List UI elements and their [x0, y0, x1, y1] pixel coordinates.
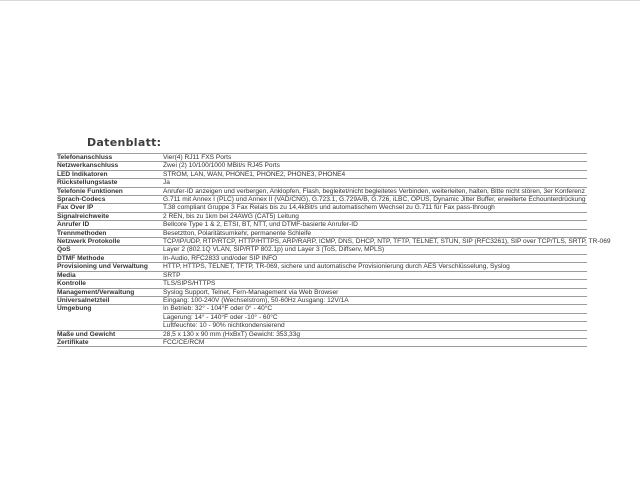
spec-row: [57, 229, 587, 237]
spec-row: [57, 296, 587, 304]
spec-value: Syslog Support, Telnet, Fern-Management via Web Browser: [163, 288, 587, 296]
spec-label: Netzwerk Protokolle: [57, 238, 163, 246]
spec-value: [163, 305, 587, 330]
spec-label: Telefonie Funktionen: [57, 187, 163, 195]
spec-value: Layer 2 (802.1Q VLAN, SIP/RTP 802.1p) und Layer 3 (ToS, Diffserv, MPLS): [163, 246, 587, 254]
spec-row: [57, 254, 587, 262]
spec-label: Telefonanschluss: [57, 154, 163, 162]
spec-value: T.38 compliant Gruppe 3 Fax Relais bis zu 14,4kBit/s und automatischem Wechsel zu G.711 für Fax pass-through: [163, 204, 587, 212]
spec-value: HTTP, HTTPS, TELNET, TFTP, TR-069, sichere und automatische Provisionierung durch AES Verschlüsselung, Syslog: [163, 263, 587, 271]
spec-value: Bellcore Type 1 & 2, ETSI, BT, NTT, und DTMF-basierte Anrufer-ID: [163, 221, 587, 229]
page-title: Datenblatt:: [87, 136, 162, 149]
spec-row: [57, 238, 587, 246]
spec-label: DTMF Methode: [57, 254, 163, 262]
spec-value: TCP/IP/UDP, RTP/RTCP, HTTP/HTTPS, ARP/RARP, ICMP, DNS, DHCP, NTP, TFTP, TELNET, STUN, SIP (RFC3261), SIP over TCP/TLS, SRTP, TR-069: [163, 238, 611, 246]
spec-value: 2 REN, bis zu 1km bei 24AWG (CAT5) Leitung: [163, 212, 587, 220]
spec-label: Management/Verwaltung: [57, 288, 163, 296]
spec-label: Media: [57, 271, 163, 279]
spec-table-body: [57, 154, 611, 347]
spec-row: [57, 204, 587, 212]
spec-row: [57, 154, 587, 162]
spec-label: Signalreichweite: [57, 212, 163, 220]
spec-row: [57, 330, 587, 338]
spec-row: [57, 246, 587, 254]
spec-row: [57, 338, 587, 346]
spec-label: Trennmethoden: [57, 229, 163, 237]
spec-value: FCC/CE/RCM: [163, 338, 587, 346]
spec-label: Kontrolle: [57, 280, 163, 288]
spec-value: Ja: [163, 179, 587, 187]
spec-value-line: Luftfeuchte: 10 - 90% nichtkondensierend: [163, 322, 285, 330]
spec-value: TLS/SIPS/HTTPS: [163, 280, 587, 288]
spec-value: Besetztton, Polaritätsumkehr, permanente Schleife: [163, 229, 587, 237]
spec-row: [57, 305, 587, 330]
spec-value: Anrufer-ID anzeigen und verbergen, Anklopfen, Flash, begleitet/nicht begleitetes Verbinden, weiterleiten, halten, Bitte nicht stören, 3er Konferenz: [163, 187, 587, 195]
spec-value: In-Audio, RFC2833 und/oder SIP INFO: [163, 254, 587, 262]
spec-value: STROM, LAN, WAN, PHONE1, PHONE2, PHONE3, PHONE4: [163, 170, 587, 178]
spec-label: Maße und Gewicht: [57, 330, 163, 338]
spec-label: Sprach-Codecs: [57, 196, 163, 204]
spec-value-line: Lagerung: 14° - 140°F oder -10° - 60°C: [163, 314, 587, 322]
spec-value-line: In Betrieb: 32° - 104°F oder 0° - 40°C: [163, 305, 587, 313]
spec-table: [57, 153, 611, 347]
spec-row: [57, 212, 587, 220]
spec-label: QoS: [57, 246, 163, 254]
spec-label: LED Indikatoren: [57, 170, 163, 178]
spec-row: [57, 263, 587, 271]
spec-row: [57, 187, 587, 195]
spec-label: Rückstellungstaste: [57, 179, 163, 187]
spec-value: 28,5 x 130 x 90 mm (HxBxT) Gewicht: 353,33g: [163, 330, 587, 338]
spec-row: [57, 179, 587, 187]
spec-label: Netzwerkanschluss: [57, 162, 163, 170]
spec-value: Vier(4) RJ11 FXS Ports: [163, 154, 587, 162]
spec-value: Eingang: 100-240V (Wechselstrom), 50-60Hz Ausgang: 12V/1A: [163, 296, 587, 304]
spec-value: G.711 mit Annex I (PLC) und Annex II (VAD/CNG), G.723.1, G.729A/B, G.726, iLBC, OPUS, Dynamic Jitter Buffer, erweiterte Echounterdrückung: [163, 196, 586, 204]
spec-row: [57, 288, 587, 296]
spec-row: [57, 221, 587, 229]
spec-row: [57, 280, 587, 288]
spec-value: Zwei (2) 10/100/1000 MBit/s RJ45 Ports: [163, 162, 587, 170]
spec-label: Anrufer ID: [57, 221, 163, 229]
spec-label: Zertifikate: [57, 338, 163, 346]
spec-row: [57, 162, 587, 170]
spec-row: [57, 170, 587, 178]
spec-value: SRTP: [163, 271, 587, 279]
spec-label: Umgebung: [57, 305, 163, 330]
spec-label: Universalnetzteil: [57, 296, 163, 304]
spec-label: Fax Over IP: [57, 204, 163, 212]
spec-row: [57, 196, 587, 204]
spec-row: [57, 271, 587, 279]
spec-label: Provisioning und Verwaltung: [57, 263, 163, 271]
